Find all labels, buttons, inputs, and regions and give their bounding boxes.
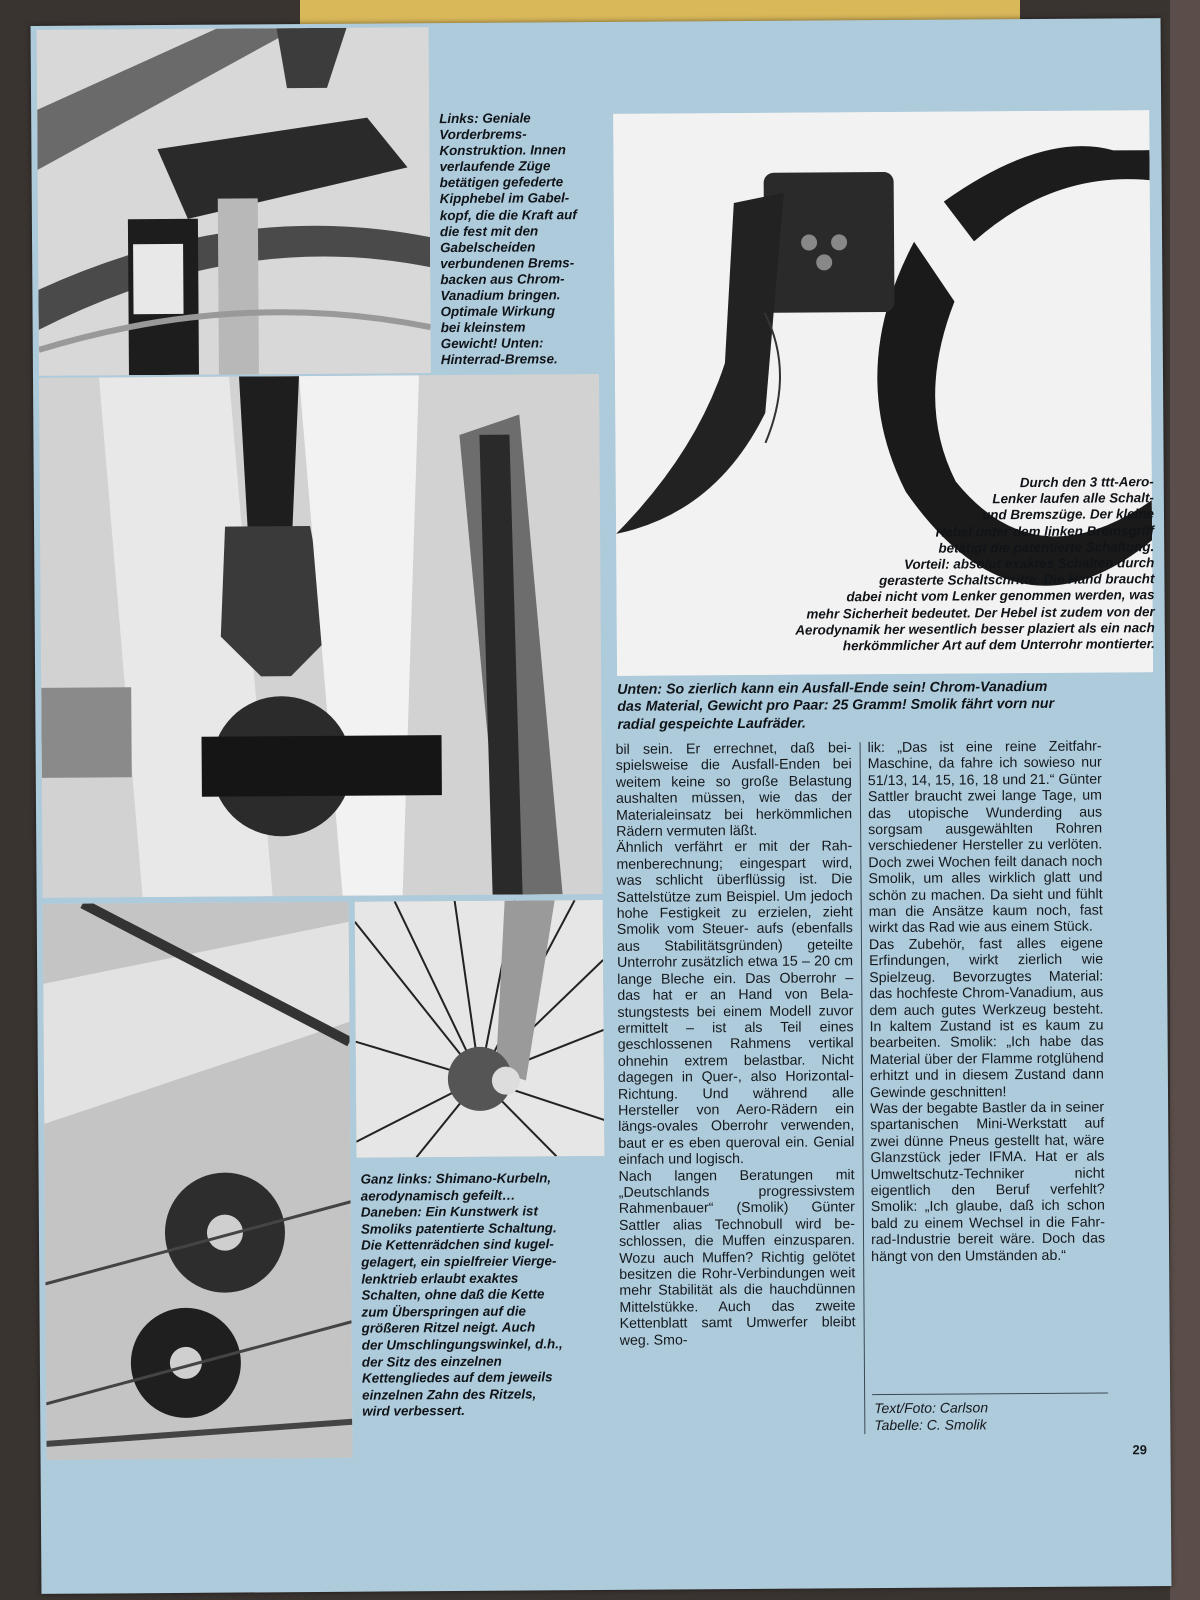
article-column-1	[616, 740, 856, 1349]
article-paragraph: Ähnlich verfährt er mit der Rahmenberechnung; eingespart wird, was schlicht überflüssig ist. Die Sattelstütze zum Beispiel. Um jedoch hohe Festigkeit zu erzielen, zieht Smolik vom Steuer- aufs (ebenfalls aus Stabilitätsgründen) geteilte Unterrohr zusätzlich etwa 15 – 20 cm lange Bleche ein. Das Oberrohr – das hat er an Hand von Belastungstests bei einem Modell zuvor ermittelt – ist als Teil eines geschlossenen Rahmens vertikal ohnehin extrem belastbar. Nicht dagegen in Quer-, also Horizontal-Richtung. Und während alle Hersteller von Aero-Rädern ein längs-ovales Oberrohr verwenden, baut er es eben queroval ein. Genial einfach und logisch.	[616, 838, 855, 1169]
photo-front-hub	[355, 900, 605, 1158]
page-number: 29	[1132, 1442, 1148, 1458]
column-divider	[860, 742, 866, 1434]
credits	[874, 1399, 988, 1434]
photo-front-brake	[37, 27, 431, 376]
credits-divider	[872, 1392, 1108, 1395]
article-paragraph: lik: „Das ist eine reine Zeitfahr-Maschine, da fahre ich sowieso nur 51/13, 14, 15, 16, 18 und 21.“ Günter Sattler braucht zwei lange Tage, um das utopische Wunderding aus sorgsam ausgewählten Rohren verschiedener Hersteller zu verlöten. Doch zwei Wochen feilt danach noch Smolik, um alles wirklich glatt und schön zu machen. Da sieht und fühlt man die Ansätze kaum noch, fast wirkt das Rad wie aus einem Stück.	[867, 738, 1103, 937]
background-table-edge	[1170, 0, 1200, 1600]
credit-text-photo: Text/Foto: Carlson	[874, 1399, 989, 1417]
magazine-page	[31, 18, 1172, 1594]
article-paragraph: Nach langen Beratungen mit „Deutschlands progressivstem Rahmenbauer“ (Smolik) Günter Sattler alias Technobull wird beschlossen, die Muffen einzusparen. Wozu auch Muffen? Richtig gelötet besitzen die Rohr-Verbindungen weit mehr Stabilität als die hauchdünnen Mittelstükke. Auch das zweite Kettenblatt samt Umwerfer bleibt weg. Smo-	[618, 1166, 856, 1349]
article-paragraph: Das Zubehör, fast alles eigene Erfindungen, wirkt zierlich wie Spielzeug. Bevorzugtes Material: das hochfeste Chrom-Vanadium, aus dem auch gutes Werkzeug besteht. In kaltem Zustand ist es kaum zu bearbeiten. Smolik: „Ich habe das Material über der Flamme rotglühend erhitzt und in diesem Zustand dann Gewinde geschnitten!	[868, 935, 1104, 1101]
article-paragraph: bil sein. Er errechnet, daß beispielsweise die Ausfall-Enden bei weitem keine so große Belastung aushalten müssen, wie das der Materialeinsatz bei herkömmlichen Rädern vermuten läßt.	[615, 740, 853, 840]
article-paragraph: Was der begabte Bastler da in seiner spartanischen Mini-Werkstatt auf zwei dünne Pneus gestellt hat, wäre Glanzstück jeder IFMA. Hat er als Umweltschutz-Techniker nicht eigentlich den Beruf verfehlt? Smolik: „Ich glaube, daß ich schon bald zu einem Wechsel in die Fahrrad-Industrie bereit wäre. Doch das hängt von den Umständen ab.“	[870, 1099, 1106, 1265]
photo-dropout	[39, 374, 603, 898]
caption-dropout: Unten: So zierlich kann ein Ausfall-Ende sein! Chrom-Vanadium das Material, Gewicht pro Paar: 25 Gramm! Smolik fährt vorn nur radial gespeichte Laufräder.	[617, 678, 1055, 733]
photo-derailleur	[43, 902, 353, 1460]
caption-derailleur: Ganz links: Shimano-Kurbeln, aerodynamisch gefeilt… Daneben: Ein Kunstwerk ist Smoliks patentierte Schaltung. Die Kettenrädchen sind kugel- gelagert, ein spielfreier Vierge- lenktrieb erlaubt exaktes Schalten, ohne daß die Kette zum Überspringen auf die größeren Ritzel neigt. Auch der Umschlingungswinkel, d.h., der Sitz des einzelnen Kettengliedes auf dem jeweils einzelnen Zahn des Ritzels, wird verbessert.	[360, 1170, 563, 1419]
article-column-2	[868, 739, 1106, 1266]
caption-front-brake: Links: Geniale Vorderbrems- Konstruktion. Innen verlaufende Züge betätigen gefederte Kipphebel im Gabel- kopf, die die Kraft auf die fest mit den Gabelscheiden verbundenen Brems- backen aus Chrom- Vanadium bringen. Optimale Wirkung bei kleinstem Gewicht! Unten: Hinterrad-Bremse.	[439, 110, 577, 368]
caption-handlebar: Durch den 3 ttt-Aero- Lenker laufen alle Schalt- und Bremszüge. Der kleine Hebel unter dem linken Bremsgriff betätigt die patentierte Schaltung. Vorteil: absolut exaktes Schalten durch gerasterte Schaltschritte. Die Hand braucht dabei nicht vom Lenker genommen werden, was mehr Sicherheit bedeutet. Der Hebel ist zudem von der Aerodynamik her wesentlich besser plaziert als ein nach herkömmlicher Art auf dem Unterrohr montierter.	[795, 474, 1155, 654]
credit-table: Tabelle: C. Smolik	[874, 1416, 987, 1434]
